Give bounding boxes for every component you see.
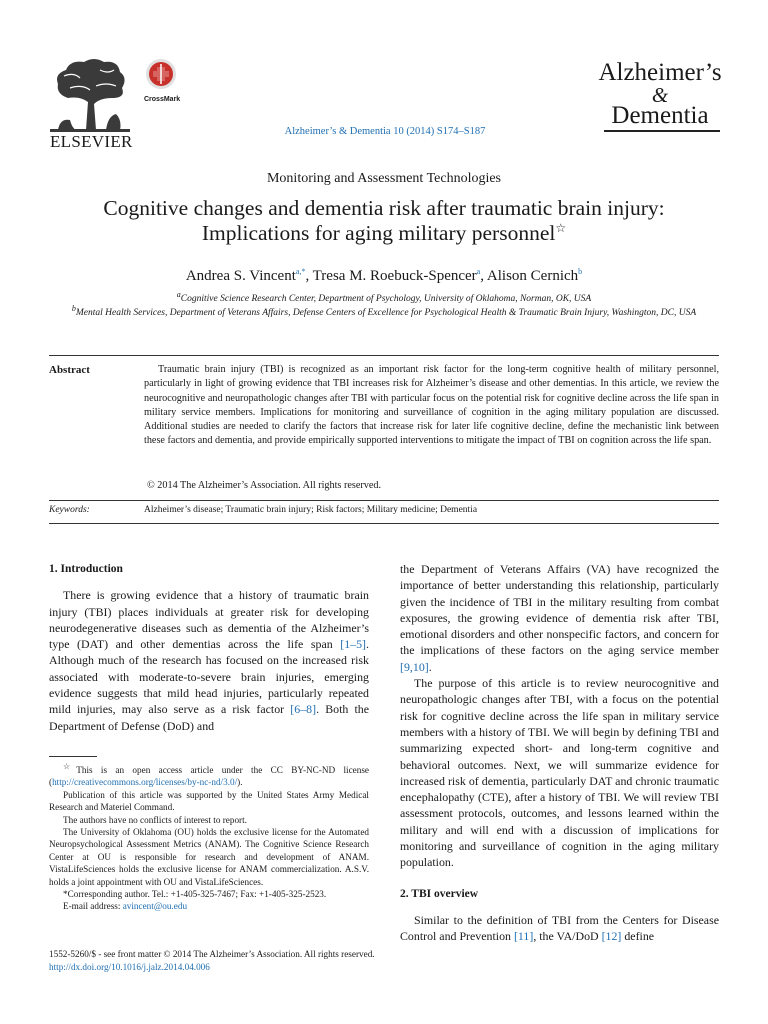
- title-footnote-mark[interactable]: ☆: [555, 220, 567, 235]
- keywords-text: Alzheimer’s disease; Traumatic brain injury; Risk factors; Military medicine; Dementia: [144, 505, 478, 515]
- footnote-mark: ☆: [63, 761, 77, 771]
- abstract-rule: [49, 523, 719, 524]
- citation-link[interactable]: [12]: [601, 929, 622, 944]
- email-link[interactable]: avincent@ou.edu: [122, 901, 188, 912]
- crossmark-button[interactable]: [144, 58, 181, 103]
- author-affiliation-mark[interactable]: a,*: [295, 267, 306, 276]
- author-affiliation-mark[interactable]: b: [578, 267, 583, 276]
- author-affiliation-mark[interactable]: a: [476, 267, 481, 276]
- publisher-name: ELSEVIER: [50, 132, 133, 151]
- abstract-rule: [49, 500, 719, 501]
- citation-link[interactable]: [11]: [513, 929, 534, 944]
- journal-reference-link[interactable]: Alzheimer’s & Dementia 10 (2014) S174–S187: [284, 126, 486, 137]
- affiliation-a: Cognitive Science Research Center, Department of Psychology, University of Oklahoma, Norman, OK, USA: [180, 294, 592, 304]
- right-paragraph-1: the Department of Veterans Affairs (VA) have recognized the importance of better understanding this relationship, particularly given the incidence of TBI in the military resulting from combat exposures, the growing evidence of dementia risk after TBI, emotional disorders and other nonspecific factors, and concern for the implications of these factors on the aging service member [9,10].: [400, 562, 719, 674]
- journal-brand: [598, 60, 722, 128]
- article-title: [60, 196, 708, 246]
- body-right-column: [400, 561, 719, 945]
- footer-copyright: 1552-5260/$ - see front matter © 2014 The Alzheimer’s Association. All rights reserved.: [49, 949, 375, 959]
- license-link[interactable]: http://creativecommons.org/licenses/by-nc-nd/3.0/: [52, 777, 238, 788]
- body-left-column: [49, 561, 369, 734]
- footnote-funding: Publication of this article was supported by the United States Army Medical Research and Materiel Command.: [49, 789, 369, 813]
- journal-brand-ampersand: &: [651, 83, 669, 107]
- author-name: Tresa M. Roebuck-Spencer: [312, 268, 477, 284]
- abstract-copyright: © 2014 The Alzheimer’s Association. All rights reserved.: [147, 480, 381, 491]
- intro-paragraph: There is growing evidence that a history of traumatic brain injury (TBI) places individuals at greater risk for developing neurodegenerative diseases such as dementia of the Alzheimer’s type (DAT) and other dementias across the life span [1–5]. Although much of the research has focused on the increased risk associated with moderate-to-severe brain injuries, emerging evidence suggests that mild head injuries, particularly repeated mild injuries, may also serve as a risk factor [6–8]. Both the Department of Defense (DoD) and: [49, 588, 369, 733]
- journal-brand-line3: Dementia: [611, 102, 709, 129]
- affiliation-b: Mental Health Services, Department of Veterans Affairs, Defense Centers of Excellence for Psychological Health & Traumatic Brain Injury, Washington, DC, USA: [75, 307, 697, 318]
- footnote-license: ☆This is an open access article under the CC BY-NC-ND license (http://creativecommons.org/licenses/by-nc-nd/3.0/).: [49, 761, 369, 788]
- journal-brand-line1: Alzheimer’s: [598, 59, 722, 86]
- tbi-paragraph: Similar to the definition of TBI from the Centers for Disease Control and Prevention [11], the VA/DoD [12] define: [400, 912, 719, 944]
- citation-link[interactable]: [9,10]: [400, 659, 429, 674]
- author-list: Andrea S. Vincent$^{a,*}$, Tresa M. Roebuck-Spencer$^a$, Alison Cernich$^b$: [185, 267, 583, 284]
- author-name: Alison Cernich: [486, 268, 579, 284]
- abstract-rule: [49, 355, 719, 356]
- keywords-label: Keywords:: [49, 505, 90, 515]
- crossmark-icon: [145, 58, 177, 90]
- affiliation-mark: b: [71, 303, 76, 313]
- journal-brand-rule: [604, 130, 720, 132]
- footnote-corresponding: *Corresponding author. Tel.: +1-405-325-7467; Fax: +1-405-325-2523.: [63, 889, 327, 900]
- tbi-heading: 2. TBI overview: [400, 887, 479, 900]
- affiliations: [60, 289, 708, 320]
- article-title-line1: Cognitive changes and dementia risk after traumatic brain injury:: [103, 196, 665, 220]
- intro-heading: 1. Introduction: [49, 563, 123, 575]
- abstract-label: Abstract: [49, 364, 90, 376]
- citation-link[interactable]: [1–5]: [340, 637, 367, 652]
- right-paragraph-2: The purpose of this article is to review neurocognitive and neuropathologic changes after TBI, with a focus on the potential risk for cognitive decline across the life span in military service members with a history of TBI. We will begin by defining TBI and summarizing expected short- and long-term cognitive and behavioral outcomes. Next, we will summarize evidence for increased risk of dementia, particularly DAT and chronic traumatic encephalopathy (CTE), after a history of TBI. We will review TBI assessment protocols, outcomes, and lessons learned within the military and will end with a discussion of implications for monitoring and surveillance of cognition in the aging military population.: [400, 676, 719, 870]
- footnote-email: E-mail address: avincent@ou.edu: [63, 901, 188, 912]
- crossmark-label: CrossMark: [144, 96, 181, 103]
- page-footer: [49, 948, 719, 973]
- author-name: Andrea S. Vincent: [185, 268, 296, 284]
- doi-link[interactable]: http://dx.doi.org/10.1016/j.jalz.2014.04.006: [49, 961, 210, 972]
- footnote-conflicts: The authors have no conflicts of interest to report.: [63, 814, 247, 825]
- affiliation-mark: a: [176, 289, 181, 299]
- abstract-text: Traumatic brain injury (TBI) is recognized as an important risk factor for the long-term cognitive health of military personnel, particularly in light of growing evidence that TBI increases risk for Alzheimer’s disease and other dementias. In this article, we review the neurocognitive and neuropathologic changes after TBI with particular focus on the potential risk for cognitive decline across the life span in military service members. Implications for monitoring and surveillance of cognition in the aging military population are discussed. Additional studies are needed to clarify the factors that increase risk for later life cognitive decline, define the mechanistic link between these factors and dementia, and provide empirically supported interventions to mitigate the impact of TBI on cognition across the life span.: [144, 364, 719, 447]
- citation-link[interactable]: [6–8]: [290, 702, 317, 717]
- footnotes: [49, 761, 369, 913]
- footnote-rule: [49, 756, 97, 757]
- article-title-line2: Implications for aging military personnel: [201, 221, 556, 245]
- section-heading: Monitoring and Assessment Technologies: [266, 171, 502, 186]
- footnote-license-anam: The University of Oklahoma (OU) holds the exclusive license for the Automated Neuropsychological Assessment Metrics (ANAM). The Cognitive Science Research Center at OU is responsible for research and development of ANAM. VistaLifeSciences holds the exclusive license for ANAM commercialization. A.S.V. holds a joint appointment with OU and VistaLifeSciences.: [49, 827, 369, 887]
